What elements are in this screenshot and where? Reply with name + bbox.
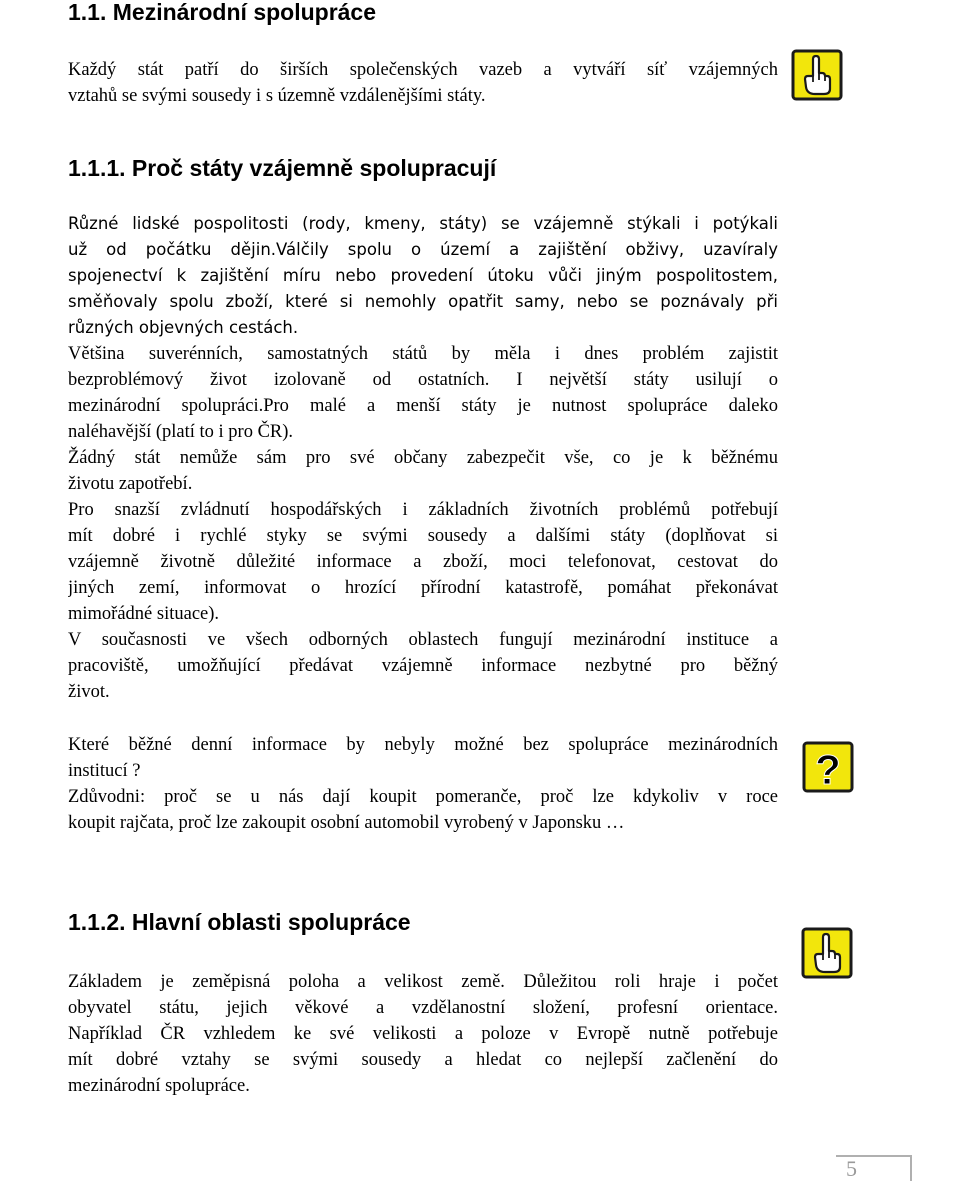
text-fragment: už od počátku dějin. [68,240,277,259]
text-line: život. [68,682,110,702]
subsection-heading: 1.1.2. Hlavní oblasti spolupráce [68,909,411,935]
text-line: bezproblémový život izolovaně od ostatních. I největší státy usilují o [68,370,778,390]
section-heading: 1.1. Mezinárodní spolupráce [68,0,377,25]
text-line: Každý stát patří do širších společenských vazeb a vytváří síť vzájemných [68,60,778,80]
text-line: mít dobré vztahy se svými sousedy a hledat co nejlepší začlenění do [68,1050,778,1070]
pointing-hand-icon [791,49,843,106]
text-line: Většina suverénních, samostatných států by měla i dnes problém zajistit [68,344,778,364]
text-line: vztahů se svými sousedy i s územně vzdálenějšími státy. [68,86,486,106]
section-body [68,211,778,705]
text-line: pracoviště, umožňující předávat vzájemně informace nezbytné pro běžný [68,656,778,676]
section-body [68,969,778,1099]
text-line: koupit rajčata, proč lze zakoupit osobní automobil vyrobený v Japonsku … [68,813,625,833]
question-paragraph [68,732,778,836]
text-line: spojenectví k zajištění míru nebo provedení útoku vůči jiným pospolitostem, [68,266,778,285]
text-line: Pro snazší zvládnutí hospodářských i základních životních problémů potřebují [68,500,778,520]
text-line: Například ČR vzhledem ke své velikosti a poloze v Evropě nutně potřebuje [68,1024,778,1044]
text-line: Zdůvodni: proč se u nás dají koupit pomeranče, proč lze kdykoliv v roce [68,787,778,807]
text-line [68,237,778,263]
page-number: 5 [846,1156,857,1181]
subsection-heading: 1.1.1. Proč státy vzájemně spolupracují [68,155,497,181]
text-line: institucí ? [68,761,141,781]
text-line: mít dobré i rychlé styky se svými sousedy a dalšími státy (doplňovat si [68,526,778,546]
text-line: směňovaly spolu zboží, které si nemohly opatřit samy, nebo se poznávaly při [68,292,778,311]
intro-paragraph [68,57,778,109]
text-line: různých objevných cestách. [68,318,299,337]
question-mark-icon [802,741,854,798]
text-line: Různé lidské pospolitosti (rody, kmeny, státy) se vzájemně stýkali i potýkali [68,214,778,233]
text-fragment: Válčily spolu o území a zajištění obživy, uzavíraly [276,240,778,259]
text-line: jiných zemí, informovat o hrozící přírodní katastrofě, pomáhat překonávat [68,578,778,598]
text-line: Základem je zeměpisná poloha a velikost země. Důležitou roli hraje i počet [68,972,778,992]
text-line: obyvatel státu, jejich věkové a vzdělanostní složení, profesní orientace. [68,998,778,1018]
text-line: Které běžné denní informace by nebyly možné bez spolupráce mezinárodních [68,735,778,755]
pointing-hand-icon [801,927,853,984]
text-line: naléhavější (platí to i pro ČR). [68,422,294,442]
svg-text:?: ? [815,746,841,793]
text-line: Žádný stát nemůže sám pro své občany zabezpečit vše, co je k běžnému [68,448,778,468]
text-line: mezinárodní spolupráci.Pro malé a menší státy je nutnost spolupráce daleko [68,396,778,416]
text-line: vzájemně životně důležité informace a zboží, moci telefonovat, cestovat do [68,552,778,572]
text-line: mezinárodní spolupráce. [68,1076,250,1096]
text-line: životu zapotřebí. [68,474,193,494]
text-line: V současnosti ve všech odborných oblastech fungují mezinárodní instituce a [68,630,778,650]
text-line: mimořádné situace). [68,604,220,624]
